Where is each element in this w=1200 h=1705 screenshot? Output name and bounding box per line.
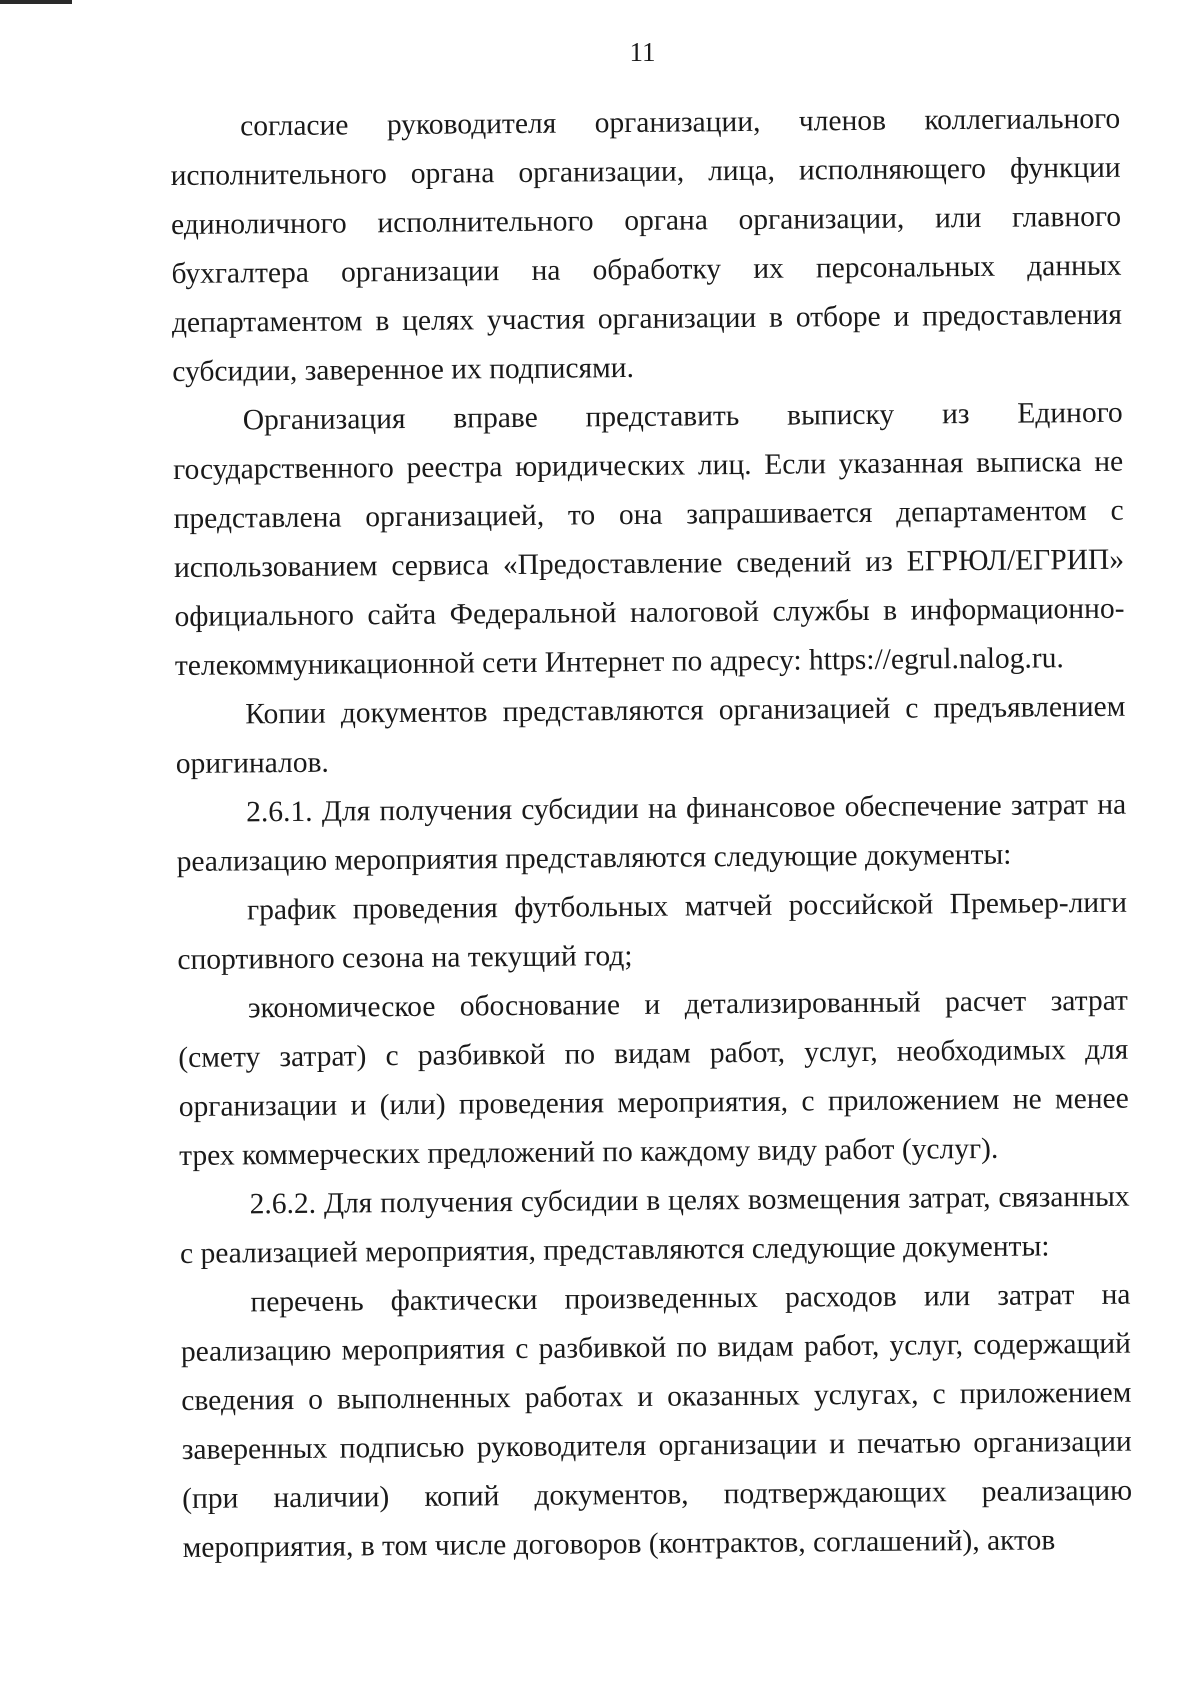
scan-edge-mark — [0, 0, 72, 4]
document-body — [170, 95, 1133, 1573]
paragraph-consent: согласие руководителя организации, членов коллегиального исполнительного органа организации, лица, исполняющего функции единоличного исполнительного органа организации, или главного бухгалтера организации на обработку их персональных данных департаментом в целях участия организации в отборе и предоставления субсидии, заверенное их подписями. — [170, 102, 1123, 388]
paragraph-expense-list: перечень фактически произведенных расходов или затрат на реализацию мероприятия с разбивкой по видам работ, услуг, содержащий сведения о выполненных работах и оказанных услугах, с приложением заверенных подписью руководителя организации и печатью организации (при наличии) копий документов, подтверждающих реализацию мероприятия, в том числе договоров (контрактов, соглашений), актов — [180, 1278, 1133, 1564]
page-number: 11 — [629, 37, 656, 67]
paragraph-match-schedule: график проведения футбольных матчей российской Премьер-лиги спортивного сезона на текущий год; — [177, 886, 1128, 976]
paragraph-document-copies: Копии документов представляются организацией с предъявлением оригиналов. — [175, 690, 1126, 780]
paragraph-clause-2-6-1: 2.6.1. Для получения субсидии на финансовое обеспечение затрат на реализацию мероприятия представляются следующие документы: — [176, 788, 1127, 878]
paragraph-cost-estimate: экономическое обоснование и детализированный расчет затрат (смету затрат) с разбивкой по видам работ, услуг, необходимых для организации и (или) проведения мероприятия, с приложением не менее трех коммерческих предложений по каждому виду работ (услуг). — [178, 984, 1129, 1172]
paragraph-clause-2-6-2: 2.6.2. Для получения субсидии в целях возмещения затрат, связанных с реализацией мероприятия, представляются следующие документы: — [179, 1180, 1130, 1270]
paragraph-egrul-extract: Организация вправе представить выписку из Единого государственного реестра юридических лиц. Если указанная выписка не представлена организацией, то она запрашивается департаментом с использованием сервиса «Предоставление сведений из ЕГРЮЛ/ЕГРИП» официального сайта Федеральной налоговой службы в информационно-телекоммуникационной сети Интернет по адресу: https://egrul.nalog.ru. — [173, 396, 1125, 682]
